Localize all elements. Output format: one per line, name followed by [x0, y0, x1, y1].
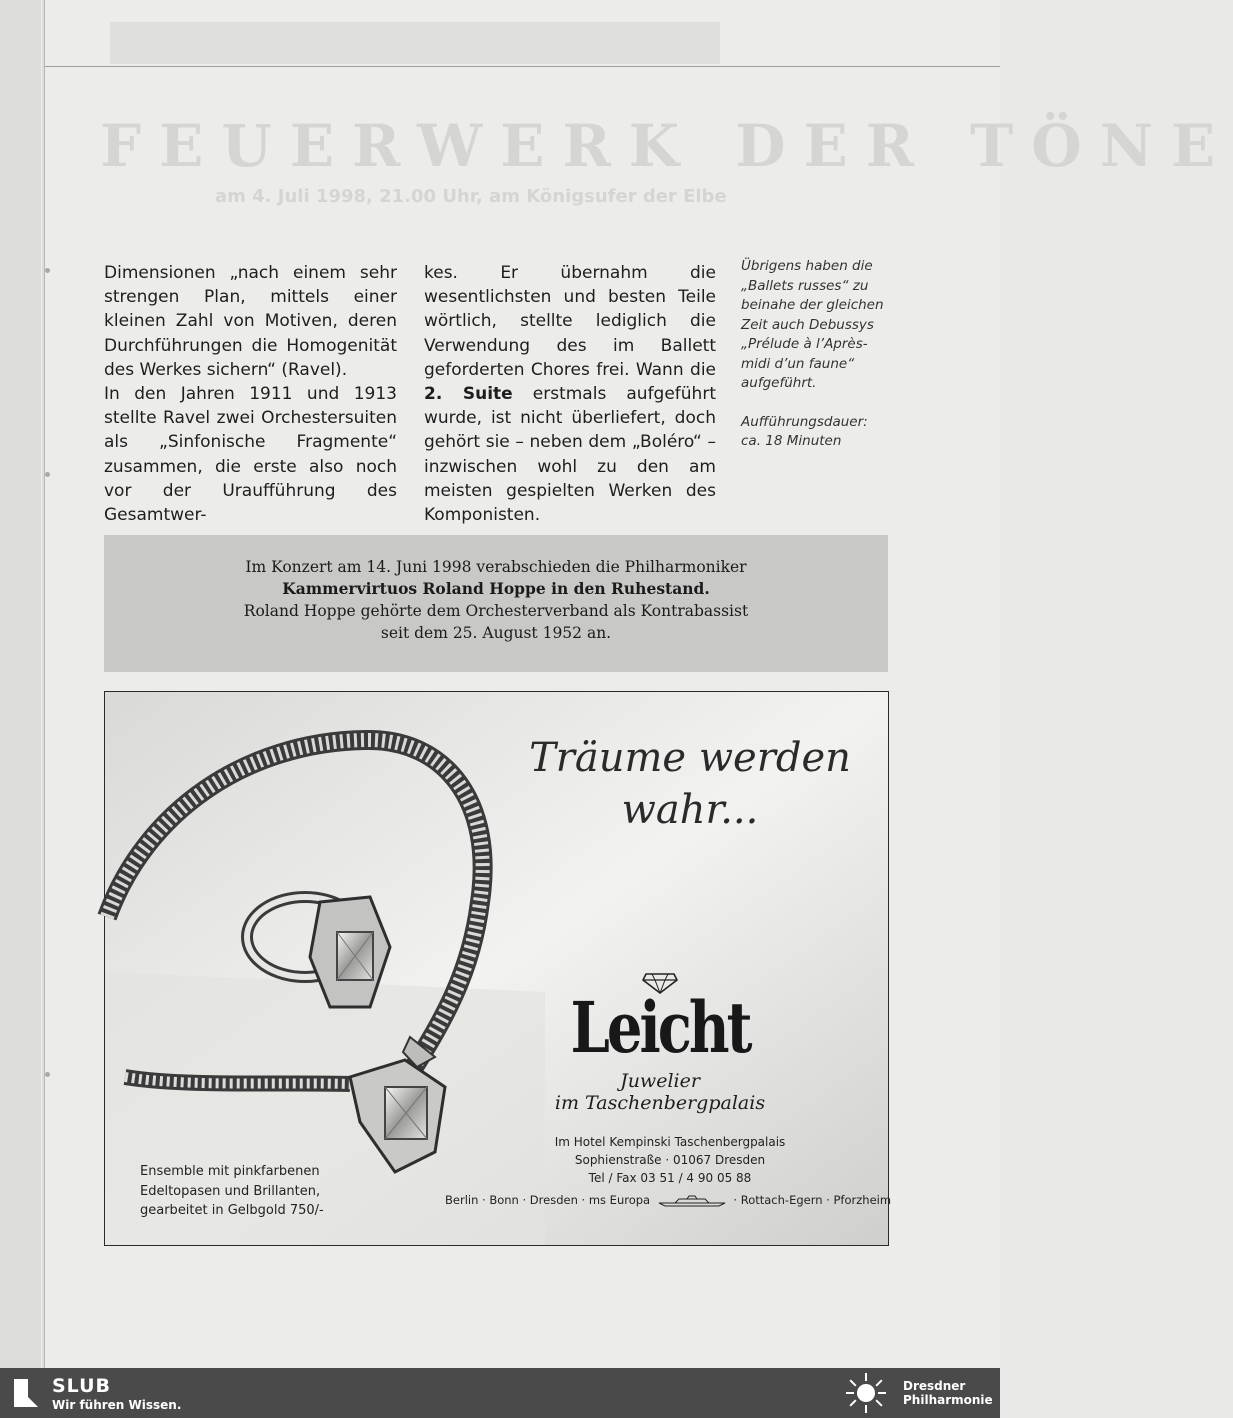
brand-subtitle: Juwelier [620, 1070, 700, 1092]
punch-hole [45, 1072, 50, 1077]
ad-headline: Träume werden wahr... [529, 735, 851, 833]
viewer-footer [0, 1368, 1000, 1418]
top-rule [45, 66, 1000, 67]
suite-emphasis: 2. Suite [424, 384, 513, 405]
punch-hole [45, 268, 50, 273]
show-through-bar [110, 22, 720, 64]
philharmonie-logo-icon[interactable] [843, 1371, 889, 1415]
slub-tagline: Wir führen Wissen. [52, 1398, 182, 1412]
show-through-subtitle: am 4. Juli 1998, 21.00 Uhr, am Königsufer der Elbe [215, 186, 727, 207]
jeweller-advertisement [104, 691, 892, 1246]
shop-address: Im Hotel Kempinski Taschenbergpalais Sophienstraße · 01067 Dresden Tel / Fax 03 51 / 4 90 05 88 [554, 1135, 786, 1185]
show-through-title: FEUERWERK DER TÖNE [100, 112, 1233, 180]
article-column-2 [424, 261, 716, 527]
photo-caption: Ensemble mit pinkfarbenen Edeltopasen und Brillanten, gearbeitet in Gelbgold 750/- [140, 1164, 324, 1218]
duration-note: Aufführungsdauer: ca. 18 Minuten [741, 413, 868, 449]
margin-note-text: Übrigens haben die „Ballets russes“ zu beinahe der gleichen Zeit auch Debussys „Prélude à l’Après-midi d’un faune“ aufgeführt. [741, 258, 884, 391]
brand-logo [554, 972, 766, 1114]
article-paragraph: In den Jahren 1911 und 1913 stellte Ravel zwei Orchestersuiten als „Sinfonische Fragmente“ zusammen, die erste also noch vor der Uraufführung des Gesamtwer- [104, 384, 397, 526]
margin-note [741, 257, 889, 471]
brand-name: Leicht [570, 986, 750, 1070]
slub-logo-icon[interactable] [10, 1377, 42, 1409]
article-paragraph: Dimensionen „nach einem sehr strengen Plan, mittels einer kleinen Zahl von Motiven, deren Durchführungen die Homogenität des Werkes sichern“ (Ravel). [104, 263, 397, 380]
ship-icon [657, 1195, 727, 1207]
slub-name[interactable]: SLUB [52, 1375, 112, 1397]
punch-hole [45, 472, 50, 477]
article-paragraph: kes. Er übernahm die wesentlichsten und besten Teile wörtlich, stellte lediglich die Verwendung des im Ballett geforderten Chores frei. Wann die 2. Suite erstmals aufgeführt wurde, ist nicht überliefert, doch gehört sie – neben dem „Boléro“ – inzwischen wohl zu den am meisten gespielten Werken des Komponisten. [424, 263, 716, 526]
philharmonie-name: Dresdner Philharmonie [903, 1379, 993, 1407]
branch-locations: Berlin · Bonn · Dresden · ms Europa · Rottach-Egern · Pforzheim [445, 1193, 892, 1207]
retirement-notice: Im Konzert am 14. Juni 1998 verabschieden die Philharmoniker Kammervirtuos Roland Hoppe in den Ruhestand. Roland Hoppe gehörte dem Orchesterverband als Kontrabassist seit dem 25. August 1952 an. [104, 535, 888, 672]
brand-location: im Taschenbergpalais [554, 1092, 766, 1114]
article-column-1 [104, 261, 397, 527]
facing-page-edge [0, 0, 45, 1368]
